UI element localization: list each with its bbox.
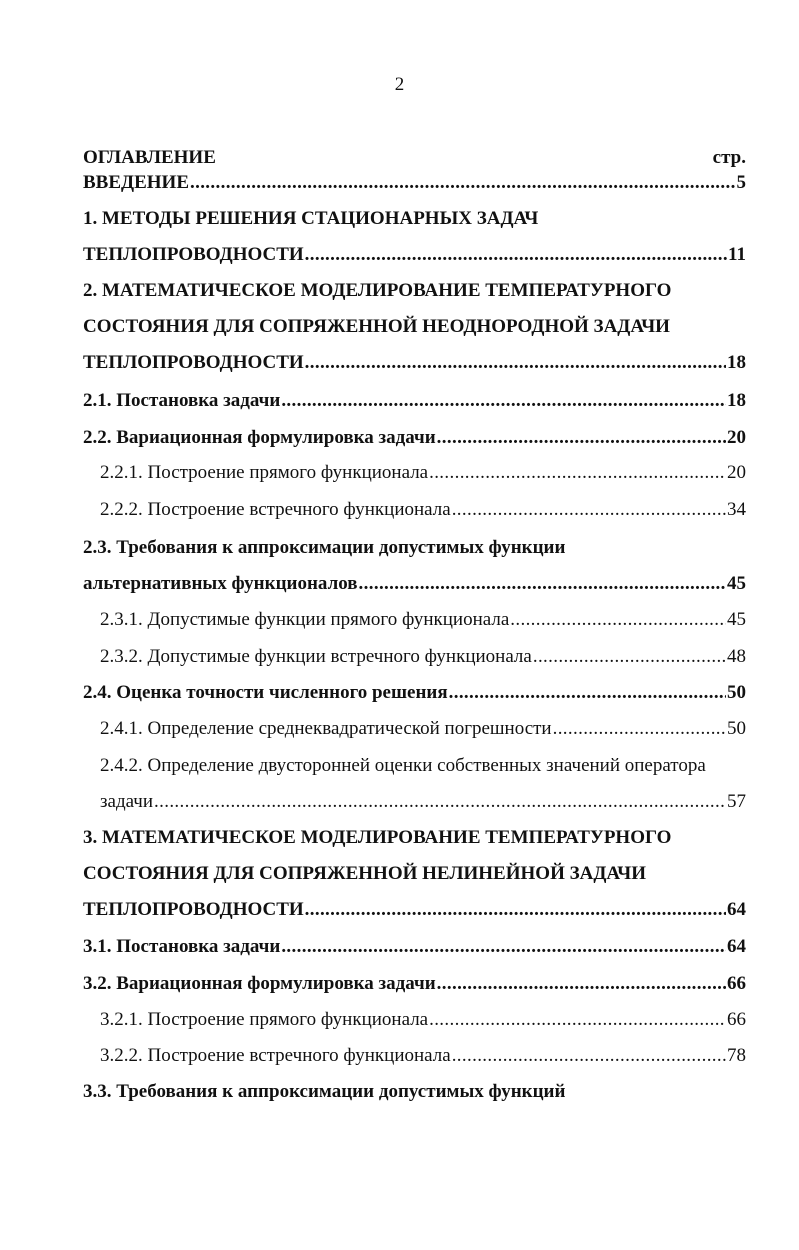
toc-entry xyxy=(83,536,746,560)
leader-dots xyxy=(305,351,726,375)
toc-entry-title: ТЕПЛОПРОВОДНОСТИ xyxy=(83,352,304,373)
toc-entry xyxy=(83,207,746,231)
toc-entry-title: 3.1. Постановка задачи xyxy=(83,936,281,957)
leader-dots xyxy=(429,1008,726,1032)
toc-entry-page: 50 xyxy=(727,718,746,739)
leader-dots xyxy=(281,389,726,413)
toc-entry-title: 2.3.2. Допустимые функции встречного функционала xyxy=(100,646,532,667)
toc-entry xyxy=(100,608,746,632)
toc-entry xyxy=(83,351,746,375)
toc-entry xyxy=(83,426,746,450)
toc-entry-page: 45 xyxy=(727,573,746,594)
toc-entry xyxy=(100,754,746,778)
toc-entry-title: ВВЕДЕНИЕ xyxy=(83,172,189,193)
toc-entry-title: 2.3.1. Допустимые функции прямого функционала xyxy=(100,609,510,630)
toc-entry-page: 64 xyxy=(727,899,746,920)
toc-entry-page: 11 xyxy=(728,244,746,265)
toc-entry xyxy=(100,645,746,669)
leader-dots xyxy=(437,426,726,450)
leader-dots xyxy=(190,171,736,195)
toc-entry xyxy=(83,171,746,195)
toc-entry-page: 5 xyxy=(736,172,746,193)
leader-dots xyxy=(553,717,726,741)
toc-entry-page: 64 xyxy=(727,936,746,957)
page-number: 2 xyxy=(394,74,405,95)
leader-dots xyxy=(281,935,726,959)
leader-dots xyxy=(452,1044,726,1068)
toc-entry xyxy=(83,572,746,596)
toc-entry xyxy=(83,279,746,303)
toc-entry-title: 3.2.2. Построение встречного функционала xyxy=(100,1045,451,1066)
leader-dots xyxy=(437,972,726,996)
toc-entry xyxy=(83,389,746,413)
toc-entry-title: 2.4.1. Определение среднеквадратической погрешности xyxy=(100,718,552,739)
toc-entry-title: 2. МАТЕМАТИЧЕСКОЕ МОДЕЛИРОВАНИЕ ТЕМПЕРАТУРНОГО xyxy=(83,280,672,301)
toc-entry xyxy=(83,862,746,886)
toc-entry xyxy=(100,1044,746,1068)
toc-entry-title: задачи xyxy=(100,791,154,812)
toc-entry xyxy=(83,243,746,267)
leader-dots xyxy=(305,898,726,922)
leader-dots xyxy=(533,645,726,669)
toc-entry-title: ТЕПЛОПРОВОДНОСТИ xyxy=(83,244,304,265)
leader-dots xyxy=(510,608,726,632)
toc-heading: ОГЛАВЛЕНИЕ xyxy=(83,147,216,168)
toc-entry-title: альтернативных функционалов xyxy=(83,573,358,594)
toc-entry-title: 2.2.1. Построение прямого функционала xyxy=(100,462,429,483)
page-column-label: стр. xyxy=(712,147,746,168)
toc-entry xyxy=(100,1008,746,1032)
leader-dots xyxy=(452,498,726,522)
toc-entry-title: 2.4. Оценка точности численного решения xyxy=(83,682,448,703)
toc-header xyxy=(83,146,746,170)
toc-entry-page: 50 xyxy=(727,682,746,703)
leader-dots xyxy=(305,243,727,267)
toc-entry-title: ТЕПЛОПРОВОДНОСТИ xyxy=(83,899,304,920)
toc-entry xyxy=(100,498,746,522)
toc-entry-title: 2.3. Требования к аппроксимации допустимых функции xyxy=(83,537,566,558)
toc-entry-page: 18 xyxy=(727,390,746,411)
toc-entry xyxy=(100,461,746,485)
toc-entry-page: 20 xyxy=(727,462,746,483)
toc-entry xyxy=(100,790,746,814)
toc-entry-title: 3.2.1. Построение прямого функционала xyxy=(100,1009,429,1030)
toc-entry-page: 48 xyxy=(727,646,746,667)
toc-entry xyxy=(83,1080,746,1104)
toc-entry xyxy=(83,681,746,705)
toc-entry xyxy=(83,826,746,850)
toc-entry-title: 1. МЕТОДЫ РЕШЕНИЯ СТАЦИОНАРНЫХ ЗАДАЧ xyxy=(83,208,539,229)
toc-entry-title: СОСТОЯНИЯ ДЛЯ СОПРЯЖЕННОЙ НЕОДНОРОДНОЙ ЗАДАЧИ xyxy=(83,316,670,337)
toc-entry xyxy=(83,898,746,922)
toc-entry-page: 45 xyxy=(727,609,746,630)
toc-entry-title: 2.2. Вариационная формулировка задачи xyxy=(83,427,436,448)
toc-entry-page: 66 xyxy=(727,973,746,994)
leader-dots xyxy=(429,461,726,485)
toc-entry-title: 2.4.2. Определение двусторонней оценки собственных значений оператора xyxy=(100,755,706,776)
toc-entry xyxy=(83,935,746,959)
toc-entry-page: 34 xyxy=(727,499,746,520)
toc-entry xyxy=(83,972,746,996)
toc-entry-page: 20 xyxy=(727,427,746,448)
toc-entry-page: 18 xyxy=(727,352,746,373)
leader-dots xyxy=(154,790,726,814)
toc-entry-page: 57 xyxy=(727,791,746,812)
leader-dots xyxy=(359,572,726,596)
toc-entry-title: СОСТОЯНИЯ ДЛЯ СОПРЯЖЕННОЙ НЕЛИНЕЙНОЙ ЗАДАЧИ xyxy=(83,863,646,884)
toc-entry-title: 3. МАТЕМАТИЧЕСКОЕ МОДЕЛИРОВАНИЕ ТЕМПЕРАТУРНОГО xyxy=(83,827,672,848)
toc-entry-title: 3.3. Требования к аппроксимации допустимых функций xyxy=(83,1081,566,1102)
toc-entry-title: 3.2. Вариационная формулировка задачи xyxy=(83,973,436,994)
toc-entry-page: 78 xyxy=(727,1045,746,1066)
toc-entry-title: 2.2.2. Построение встречного функционала xyxy=(100,499,451,520)
toc-entry-page: 66 xyxy=(727,1009,746,1030)
toc-entry-title: 2.1. Постановка задачи xyxy=(83,390,281,411)
toc-entry xyxy=(100,717,746,741)
leader-dots xyxy=(449,681,726,705)
toc-entry xyxy=(83,315,746,339)
